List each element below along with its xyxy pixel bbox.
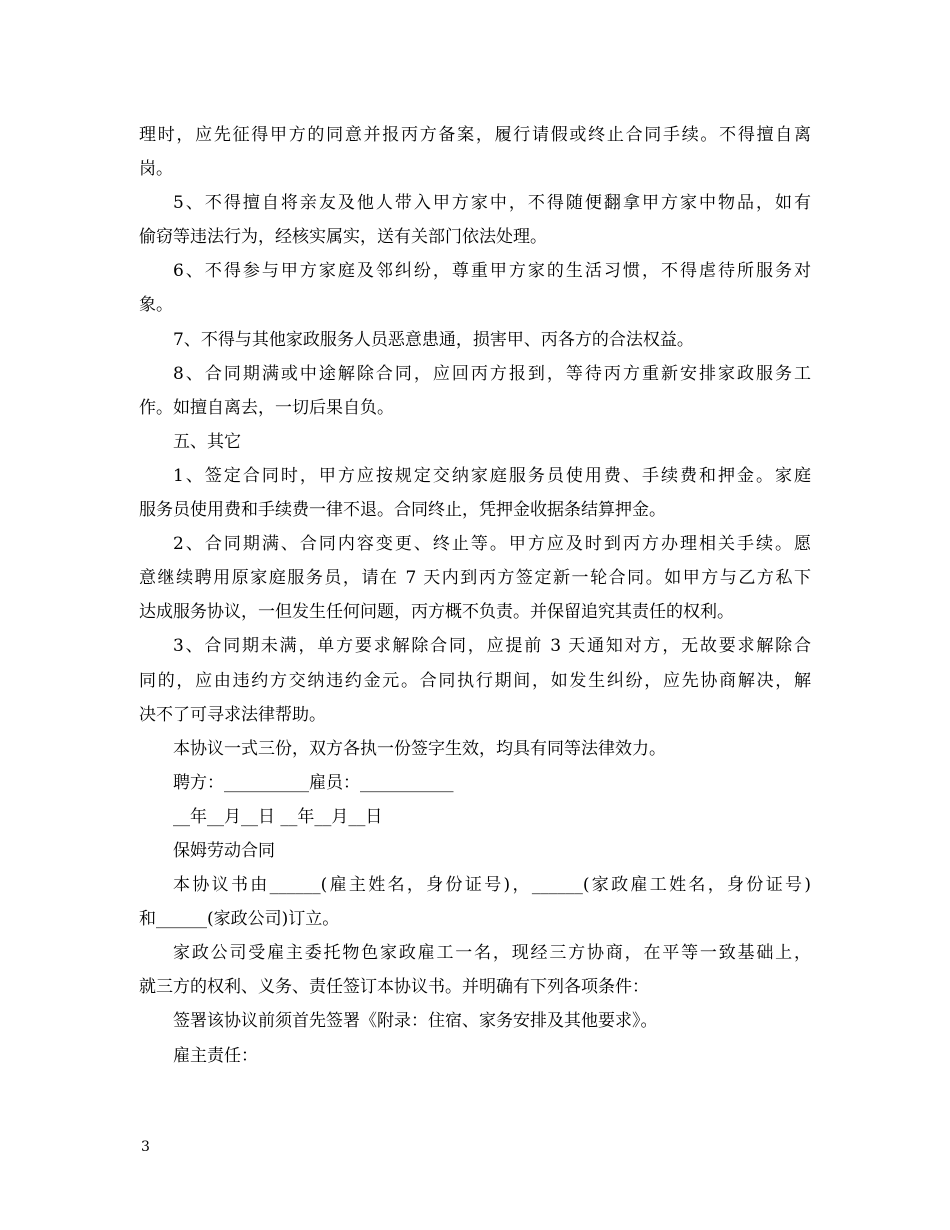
text-line: 和______(家政公司)订立。	[139, 909, 340, 930]
page-number: 3	[141, 1139, 150, 1155]
text-line: 理时，应先征得甲方的同意并报丙方备案，履行请假或终止合同手续。不得擅自离	[139, 125, 811, 145]
text-line: 8、合同期满或中途解除合同，应回丙方报到，等待丙方重新安排家政服务工	[173, 363, 811, 384]
text-line: 本协议书由______(雇主姓名，身份证号)，______(家政雇工姓名，身份证号)	[173, 875, 811, 896]
text-line: 作。如擅自离去，一切后果自负。	[139, 397, 394, 418]
text-line: 意继续聘用原家庭服务员，请在 7 天内到丙方签定新一轮合同。如甲方与乙方私下	[139, 568, 811, 589]
section-heading: 五、其它	[173, 431, 241, 452]
contract-title: 保姆劳动合同	[173, 840, 275, 861]
text-line: 7、不得与其他家政服务人员恶意患通，损害甲、丙各方的合法权益。	[173, 329, 694, 350]
signature-line: 聘方：__________雇员：___________	[173, 772, 454, 793]
text-line: 5、不得擅自将亲友及他人带入甲方家中，不得随便翻拿甲方家中物品，如有	[173, 193, 811, 214]
text-line: 达成服务协议，一但发生任何问题，丙方概不负责。并保留追究其责任的权利。	[139, 602, 734, 623]
text-line: 2、合同期满、合同内容变更、终止等。甲方应及时到丙方办理相关手续。愿	[173, 534, 811, 555]
text-line: 象。	[139, 295, 173, 316]
text-line: 签署该协议前须首先签署《附录：住宿、家务安排及其他要求》。	[173, 1011, 658, 1032]
text-line: 家政公司受雇主委托物色家政雇工一名，现经三方协商，在平等一致基础上，	[173, 943, 811, 964]
date-line: __年__月__日 __年__月__日	[173, 806, 383, 827]
document-body	[139, 118, 811, 1073]
text-line: 6、不得参与甲方家庭及邻纠纷，尊重甲方家的生活习惯，不得虐待所服务对	[173, 261, 811, 282]
section-heading: 雇主责任：	[173, 1045, 258, 1066]
text-line: 本协议一式三份，双方各执一份签字生效，均具有同等法律效力。	[173, 738, 666, 759]
text-line: 决不了可寻求法律帮助。	[139, 704, 326, 725]
text-line: 就三方的权利、义务、责任签订本协议书。并明确有下列各项条件：	[139, 977, 649, 998]
text-line: 1、签定合同时，甲方应按规定交纳家庭服务员使用费、手续费和押金。家庭	[173, 465, 811, 486]
text-line: 服务员使用费和手续费一律不退。合同终止，凭押金收据条结算押金。	[139, 500, 666, 521]
text-line: 偷窃等违法行为，经核实属实，送有关部门依法处理。	[139, 227, 547, 248]
text-line: 同的，应由违约方交纳违约金元。合同执行期间，如发生纠纷，应先协商解决，解	[139, 670, 811, 691]
text-line: 岗。	[139, 159, 173, 180]
text-line: 3、合同期未满，单方要求解除合同，应提前 3 天通知对方，无故要求解除合	[173, 636, 811, 657]
